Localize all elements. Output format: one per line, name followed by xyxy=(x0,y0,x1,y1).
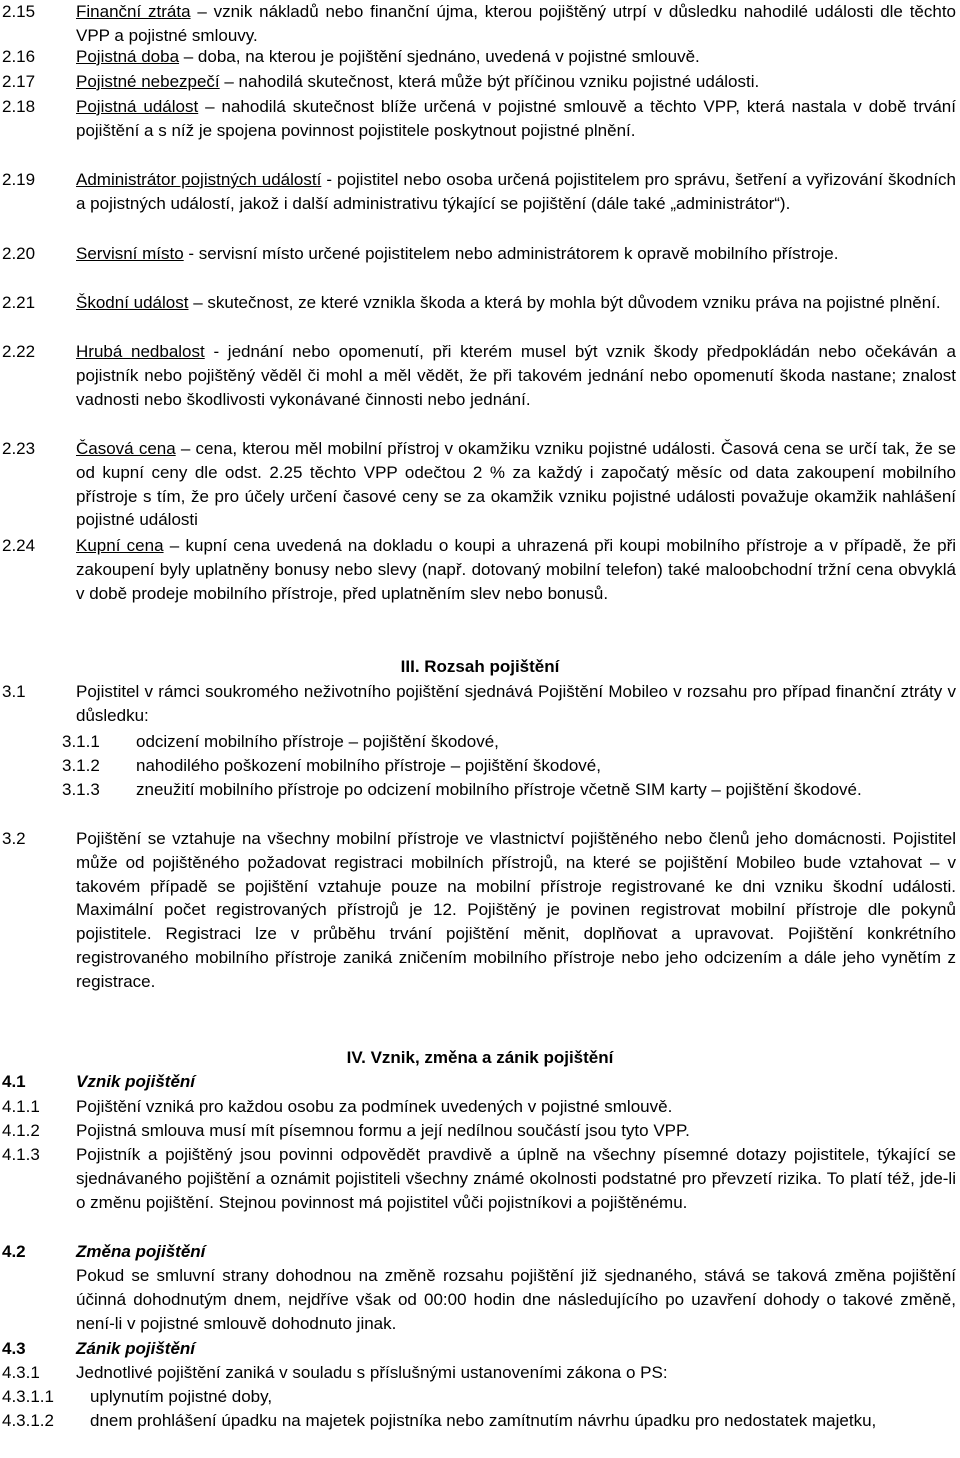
clause-text: dnem prohlášení úpadku na majetek pojistníka nebo zamítnutím návrhu úpadku pro nedostatek majetku, xyxy=(90,1411,877,1430)
clause-4-2-text xyxy=(0,1264,960,1335)
clause-number: 2.19 xyxy=(2,170,36,189)
clause-number: 4.1.3 xyxy=(2,1145,40,1164)
clause-number: 4.3.1 xyxy=(2,1363,40,1382)
clause-text: uplynutím pojistné doby, xyxy=(90,1387,273,1406)
definition-text: - jednání nebo opomenutí, při kterém musel být vznik škody předpokládán nebo očekáván a pojistník nebo pojištěný věděl či mohl a měl vědět, že při takovém jednání nebo opomenutí škoda nastane; znalost vadnosti nebo škodlivosti vykonávané činnosti nebo jednání. xyxy=(76,342,956,409)
definition-text: – nahodilá skutečnost blíže určená v pojistné smlouvě a těchto VPP, která nastala v době trvání pojištění a s níž je spojena povinnost pojistitele poskytnout pojistné plnění. xyxy=(76,97,956,140)
subsection-number: 4.1 xyxy=(2,1072,26,1091)
clause-text: Pojištění se vztahuje na všechny mobilní přístroje ve vlastnictví pojištěného nebo členů jeho domácnosti. Pojistitel může od pojištěného požadovat registraci mobilních přístrojů, na které se pojištění Mobileo bude vztahovat – v takovém případě se pojištění vztahuje pouze na mobilní přístroje registrované ke dni vzniku škodní události. Maximální počet registrovaných přístrojů je 12. Pojištěný je povinen registrovat mobilní přístroje dle pokynů pojistitele. Registraci lze v průběhu trvání pojištění měnit, doplňovat a upravovat. Pojištění konkrétního registrovaného mobilního přístroje zaniká zničením mobilního přístroje nebo jeho odcizením a dále jeho vynětím z registrace. xyxy=(76,829,956,991)
clause-4-3-1 xyxy=(0,1361,960,1385)
clause-4-3-1-2 xyxy=(0,1409,960,1433)
clause-4-1-3 xyxy=(0,1143,960,1214)
defined-term: Administrátor pojistných událostí xyxy=(76,170,322,189)
subsection-title: Zánik pojištění xyxy=(76,1339,196,1358)
clause-text: Pojistník a pojištěný jsou povinni odpovědět pravdivě a úplně na všechny písemné dotazy pojistitele, týkající se sjednávaného pojištění a oznámit pojistiteli všechny známé okolnosti podstatné pro převzetí rizika. To platí též, jde-li o změnu pojištění. Stejnou povinnost má pojistitel vůči pojistníkovi a pojištěnému. xyxy=(76,1145,956,1212)
defined-term: Servisní místo xyxy=(76,244,184,263)
clause-text: Jednotlivé pojištění zaniká v souladu s příslušnými ustanoveními zákona o PS: xyxy=(76,1363,668,1382)
clause-number: 2.21 xyxy=(2,293,36,312)
definition-text: – kupní cena uvedená na dokladu o koupi a uhrazená při koupi mobilního přístroje a v případě, že při zakoupení byly uplatněny bonusy nebo slevy (např. dotovaný mobilní telefon) také maloobchodní tržní cena obvyklá v době prodeje mobilního přístroje, před uplatněním slev nebo bonusů. xyxy=(76,536,957,603)
definition-2-15 xyxy=(0,0,960,48)
clause-text: Pokud se smluvní strany dohodnou na změně rozsahu pojištění již sjednaného, stává se taková změna pojištění účinná dohodnutým dnem, nejdříve však od 00:00 hodin dne následujícího po uzavření dohody o takové změně, není-li v pojistné smlouvě dohodnuto jinak. xyxy=(76,1266,956,1333)
subsection-number: 4.3 xyxy=(2,1339,26,1358)
subsection-title: Změna pojištění xyxy=(76,1242,206,1261)
clause-3-1-3 xyxy=(0,778,960,802)
defined-term: Pojistné nebezpečí xyxy=(76,72,220,91)
definition-text: – vznik nákladů nebo finanční újma, kterou pojištěný utrpí v důsledku nahodilé události dle těchto VPP a pojistné smlouvy. xyxy=(76,2,956,45)
definition-2-20 xyxy=(0,242,960,266)
clause-number: 4.3.1.1 xyxy=(2,1387,54,1406)
defined-term: Pojistná událost xyxy=(76,97,199,116)
clause-4-1-2 xyxy=(0,1119,960,1143)
definition-2-17 xyxy=(0,70,960,94)
definition-text: – skutečnost, ze které vznikla škoda a která by mohla být důvodem vzniku práva na pojistné plnění. xyxy=(188,293,941,312)
clause-text: Pojistitel v rámci soukromého neživotního pojištění sjednává Pojištění Mobileo v rozsahu pro případ finanční ztráty v důsledku: xyxy=(76,682,956,725)
subsection-number: 4.2 xyxy=(2,1242,26,1261)
clause-number: 2.22 xyxy=(2,342,36,361)
clause-text: nahodilého poškození mobilního přístroje – pojištění škodové, xyxy=(136,756,601,775)
definition-text: – doba, na kterou je pojištění sjednáno, uvedená v pojistné smlouvě. xyxy=(179,47,700,66)
clause-number: 3.2 xyxy=(2,829,26,848)
definition-text: - pojistitel nebo osoba určená pojistitelem pro správu, šetření a vyřizování škodních a pojistných událostí, jakož i další administrativu týkající se pojištění (dále také „administrátor“). xyxy=(76,170,956,213)
clause-number: 2.20 xyxy=(2,244,36,263)
clause-number: 2.23 xyxy=(2,439,36,458)
defined-term: Finanční ztráta xyxy=(76,2,191,21)
clause-number: 3.1.3 xyxy=(62,780,100,799)
clause-number: 2.16 xyxy=(2,47,36,66)
clause-text: Pojištění vzniká pro každou osobu za podmínek uvedených v pojistné smlouvě. xyxy=(76,1097,673,1116)
defined-term: Pojistná doba xyxy=(76,47,180,66)
clause-3-1 xyxy=(0,680,960,728)
definition-2-23 xyxy=(0,437,960,532)
clause-text: zneužití mobilního přístroje po odcizení mobilního přístroje včetně SIM karty – pojištění škodové. xyxy=(136,780,862,799)
defined-term: Hrubá nedbalost xyxy=(76,342,205,361)
definition-text: - servisní místo určené pojistitelem nebo administrátorem k opravě mobilního přístroje. xyxy=(183,244,839,263)
clause-3-1-1 xyxy=(0,730,960,754)
clause-number: 4.1.2 xyxy=(2,1121,40,1140)
clause-4-3-1-1 xyxy=(0,1385,960,1409)
clause-number: 3.1.2 xyxy=(62,756,100,775)
clause-number: 4.3.1.2 xyxy=(2,1411,54,1430)
clause-number: 2.17 xyxy=(2,72,36,91)
clause-text: Pojistná smlouva musí mít písemnou formu a její nedílnou součástí jsou tyto VPP. xyxy=(76,1121,690,1140)
definition-2-19 xyxy=(0,168,960,216)
definition-2-22 xyxy=(0,340,960,411)
section-3-heading: III. Rozsah pojištění xyxy=(400,657,560,676)
clause-3-2 xyxy=(0,827,960,994)
clause-4-1-1 xyxy=(0,1095,960,1119)
definition-2-18 xyxy=(0,95,960,143)
section-4-heading: IV. Vznik, změna a zánik pojištění xyxy=(346,1048,614,1067)
definition-2-24 xyxy=(0,534,960,605)
clause-number: 2.24 xyxy=(2,536,36,555)
clause-number: 2.15 xyxy=(2,2,36,21)
clause-number: 4.1.1 xyxy=(2,1097,40,1116)
clause-number: 3.1.1 xyxy=(62,732,100,751)
definition-text: – cena, kterou měl mobilní přístroj v okamžiku vzniku pojistné události. Časová cena se určí tak, že se od kupní ceny dle odst. 2.25 těchto VPP odečtou 2 % za každý i započatý měsíc od data zakoupení mobilního přístroje s tím, že pro účely určení časové ceny se za okamžik vzniku pojistné události považuje okamžik nahlášení pojistné události xyxy=(76,439,957,530)
defined-term: Časová cena xyxy=(76,439,176,458)
defined-term: Škodní událost xyxy=(76,293,189,312)
definition-text: – nahodilá skutečnost, která může být příčinou vzniku pojistné události. xyxy=(219,72,760,91)
clause-number: 3.1 xyxy=(2,682,26,701)
clause-text: odcizení mobilního přístroje – pojištění škodové, xyxy=(136,732,499,751)
defined-term: Kupní cena xyxy=(76,536,164,555)
clause-3-1-2 xyxy=(0,754,960,778)
clause-number: 2.18 xyxy=(2,97,36,116)
definition-2-16 xyxy=(0,45,960,69)
definition-2-21 xyxy=(0,291,960,315)
subsection-title: Vznik pojištění xyxy=(76,1072,196,1091)
